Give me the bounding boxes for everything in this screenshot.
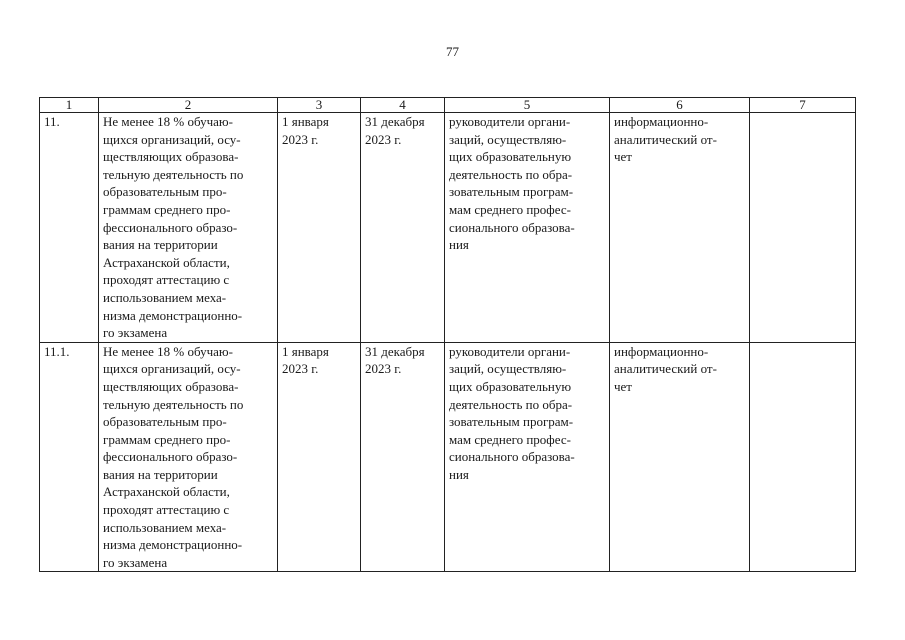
- column-header: 1: [40, 98, 99, 113]
- page-number: 77: [446, 44, 459, 59]
- result-cell-line: информационно-: [614, 114, 709, 129]
- description-cell-line: граммам среднего про-: [103, 431, 231, 447]
- responsible-cell-line: зовательным програм-: [449, 414, 574, 430]
- responsible-cell-line: мам среднего профес-: [449, 201, 571, 217]
- start-date-cell: [278, 342, 361, 572]
- end-date-cell: [361, 113, 445, 343]
- responsible-cell-line: деятельность по обра-: [449, 396, 573, 412]
- start-date-cell-line: 2023 г.: [282, 131, 319, 147]
- responsible-cell-line: зовательным програм-: [449, 184, 574, 200]
- description-cell-line: тельную деятельность по: [103, 166, 244, 182]
- description-cell-line: ществляющих образова-: [103, 378, 239, 394]
- description-cell-line: вания на территории: [103, 466, 218, 482]
- description-cell-line: щихся организаций, осу-: [103, 131, 241, 147]
- end-date-cell-line: 2023 г.: [365, 131, 402, 147]
- table-row: [40, 342, 856, 572]
- column-header: 2: [99, 98, 278, 113]
- description-cell-line: ществляющих образова-: [103, 149, 239, 165]
- responsible-cell-line: сионального образова-: [449, 219, 575, 235]
- description-cell-line: проходят аттестацию с: [103, 272, 230, 288]
- note-cell: [750, 342, 856, 572]
- result-cell-line: чет: [614, 378, 632, 394]
- start-date-cell-line: 1 января: [282, 343, 329, 359]
- result-cell-line: чет: [614, 149, 632, 165]
- start-date-cell-line: 1 января: [282, 114, 329, 129]
- responsible-cell: [445, 342, 610, 572]
- description-cell-line: Не менее 18 % обучаю-: [103, 114, 233, 129]
- result-cell: [610, 113, 750, 343]
- column-header: 7: [750, 98, 856, 113]
- responsible-cell-line: руководители органи-: [449, 343, 571, 359]
- result-cell: [610, 342, 750, 572]
- column-header: 5: [445, 98, 610, 113]
- description-cell-line: го экзамена: [103, 554, 168, 570]
- row-number: 11.: [40, 113, 99, 343]
- description-cell-line: Астраханской области,: [103, 484, 230, 500]
- description-cell: [99, 113, 278, 343]
- start-date-cell-line: 2023 г.: [282, 361, 319, 377]
- description-cell-line: граммам среднего про-: [103, 201, 231, 217]
- description-cell-line: низма демонстрационно-: [103, 307, 243, 323]
- row-number: 11.1.: [40, 342, 99, 572]
- responsible-cell-line: щих образовательную: [449, 149, 572, 165]
- responsible-cell-line: заций, осуществляю-: [449, 131, 567, 147]
- description-cell: [99, 342, 278, 572]
- result-cell-line: аналитический от-: [614, 131, 717, 147]
- start-date-cell: [278, 113, 361, 343]
- description-cell-line: фессионального образо-: [103, 449, 238, 465]
- column-header: 4: [361, 98, 445, 113]
- end-date-cell: [361, 342, 445, 572]
- description-cell-line: фессионального образо-: [103, 219, 238, 235]
- description-cell-line: использованием меха-: [103, 289, 227, 305]
- column-header: 6: [610, 98, 750, 113]
- description-cell-line: го экзамена: [103, 325, 168, 341]
- responsible-cell-line: ния: [449, 237, 469, 253]
- responsible-cell-line: щих образовательную: [449, 378, 572, 394]
- responsible-cell-line: ния: [449, 466, 469, 482]
- responsible-cell-line: руководители органи-: [449, 114, 571, 129]
- table-row: [40, 113, 856, 343]
- responsible-cell-line: мам среднего профес-: [449, 431, 571, 447]
- header-row: [40, 98, 856, 113]
- description-cell-line: проходят аттестацию с: [103, 502, 230, 518]
- description-cell-line: образовательным про-: [103, 184, 227, 200]
- result-cell-line: информационно-: [614, 343, 709, 359]
- responsible-cell-line: сионального образова-: [449, 449, 575, 465]
- description-cell-line: Астраханской области,: [103, 254, 230, 270]
- end-date-cell-line: 31 декабря: [365, 114, 425, 129]
- description-cell-line: использованием меха-: [103, 519, 227, 535]
- description-cell-line: вания на территории: [103, 237, 218, 253]
- responsible-cell-line: заций, осуществляю-: [449, 361, 567, 377]
- end-date-cell-line: 2023 г.: [365, 361, 402, 377]
- description-cell-line: тельную деятельность по: [103, 396, 244, 412]
- responsible-cell: [445, 113, 610, 343]
- description-cell-line: щихся организаций, осу-: [103, 361, 241, 377]
- result-cell-line: аналитический от-: [614, 361, 717, 377]
- plan-table: [39, 97, 856, 572]
- description-cell-line: низма демонстрационно-: [103, 537, 243, 553]
- end-date-cell-line: 31 декабря: [365, 343, 425, 359]
- responsible-cell-line: деятельность по обра-: [449, 166, 573, 182]
- column-header: 3: [278, 98, 361, 113]
- description-cell-line: образовательным про-: [103, 414, 227, 430]
- note-cell: [750, 113, 856, 343]
- description-cell-line: Не менее 18 % обучаю-: [103, 343, 233, 359]
